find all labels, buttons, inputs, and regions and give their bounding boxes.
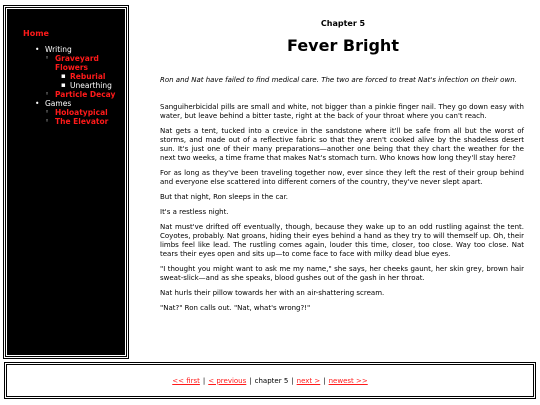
paragraph: Nat must've drifted off eventually, though, because they wake up to an odd rustling against the tent. Coyotes, probably. Nat groans, hiding their eyes behind a hand as they try to will themself up. Oh, their limbs feel like lead. The rustling comes again, louder this time, closer, too close. Way too close. Nat tears their eyes open and sits up—to come face to face with milky dead blue eyes.: [160, 223, 524, 258]
paragraph: Nat gets a tent, tucked into a crevice in the sandstone where it'll be safe from all but the worst of storms, and made out of a reflective fabric so that they aren't cooked alive by the shadeless desert sun. It's just one of their many preparations—another one being that they chart the weather for the next two weeks, a time frame that makes Nat's stomach turn. Who knows how long they'll stay here?: [160, 127, 524, 162]
nav-link-reburial[interactable]: Reburial: [70, 72, 106, 81]
paragraph: "I thought you might want to ask me my name," she says, her cheeks gaunt, her skin grey, brown hair sweat-slick—and as she speaks, blood gushes out of the gash in her throat.: [160, 265, 524, 282]
separator: |: [249, 376, 252, 385]
nav-item-unearthing: ▪ Unearthing: [61, 81, 129, 90]
nav-link-particle-decay[interactable]: Particle Decay: [55, 90, 116, 99]
sidebar: [4, 6, 128, 358]
first-link[interactable]: << first: [172, 376, 200, 385]
nav-link-graveyard-flowers[interactable]: Graveyard Flowers: [55, 54, 99, 72]
paragraph: Sanguiherbicidal pills are small and white, not bigger than a pinkie finger nail. They go down easy with water, but leave behind a bitter taste, right at the back of your throat where you can't reach.: [160, 103, 524, 120]
paragraph: But that night, Ron sleeps in the car.: [160, 193, 289, 201]
chapter-summary: Ron and Nat have failed to find medical care. The two are forced to treat Nat's infection on their own.: [160, 76, 517, 84]
chapter-title: Fever Bright: [287, 36, 399, 55]
nav-item-particle-decay[interactable]: [45, 90, 129, 99]
current-chapter-label: chapter 5: [254, 376, 289, 385]
nav-link-the-elevator[interactable]: The Elevator: [55, 117, 109, 126]
nav-item-reburial[interactable]: [61, 72, 129, 81]
paragraph: "Nat?" Ron calls out. "Nat, what's wrong?!": [160, 304, 311, 312]
paragraph: Nat hurls their pillow towards her with an air-shattering scream.: [160, 289, 385, 297]
nav-item-holoatypical[interactable]: [45, 108, 129, 117]
previous-link[interactable]: < previous: [208, 376, 247, 385]
nav-item-the-elevator[interactable]: [45, 117, 129, 126]
separator: |: [323, 376, 326, 385]
paragraph: For as long as they've been traveling together now, ever since they left the rest of their group behind and everyone else scattered into different corners of the country, they've never slept apart.: [160, 169, 524, 186]
nav-link-holoatypical[interactable]: Holoatypical: [55, 108, 108, 117]
nav-item-writing: • Writing: [35, 45, 129, 54]
paragraph: It's a restless night.: [160, 208, 229, 216]
separator: |: [291, 376, 294, 385]
nav-item-graveyard-flowers[interactable]: [45, 54, 129, 72]
main-content: [154, 0, 532, 358]
home-link[interactable]: Home: [23, 29, 49, 38]
newest-link[interactable]: newest >>: [328, 376, 368, 385]
sidebar-nav: [35, 45, 129, 126]
separator: |: [202, 376, 206, 385]
nav-item-games: • Games: [35, 99, 129, 108]
chapter-navigation: [4, 362, 536, 399]
chapter-body: [154, 103, 532, 313]
next-link[interactable]: next >: [296, 376, 321, 385]
chapter-number: Chapter 5: [320, 19, 366, 28]
